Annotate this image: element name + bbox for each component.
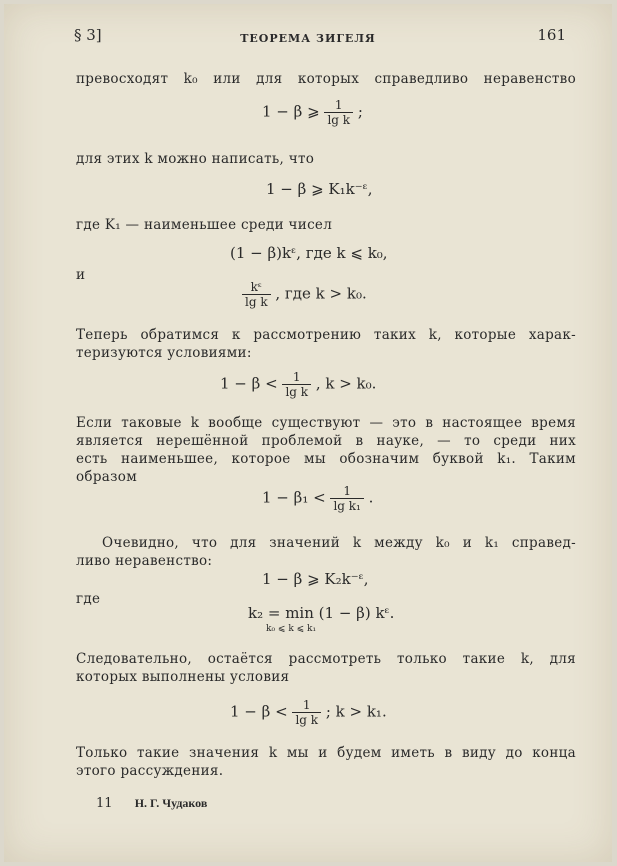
signature-line bbox=[96, 796, 207, 811]
paragraph-4: и bbox=[76, 267, 86, 283]
paragraph-6-line-2: является нерешённой проблемой в науке, — то среди них bbox=[76, 433, 576, 449]
paragraph-7-line-1: Очевидно, что для значений k между k₀ и k₁ справед- bbox=[102, 535, 576, 551]
paragraph-9-line-1: Следовательно, остаётся рассмотреть только такие k, для bbox=[76, 651, 576, 667]
paragraph-8: где bbox=[76, 591, 101, 607]
paragraph-5-line-1: Теперь обратимся к рассмотрению таких k, которые харак- bbox=[76, 327, 576, 343]
paragraph-1: превосходят k₀ или для которых справедливо неравенство bbox=[76, 71, 576, 87]
formula-5: 1 − β < $\frac{1}{\text{lg k}}$ , k > k₀. bbox=[220, 370, 377, 399]
paragraph-10-line-1: Только такие значения k мы и будем иметь в виду до конца bbox=[76, 745, 576, 761]
formula-8: k₂ = min (1 − β) kᵋ. bbox=[248, 604, 395, 622]
paragraph-7-line-2: ливо неравенство: bbox=[76, 553, 213, 569]
running-title: ТЕОРЕМА ЗИГЕЛЯ bbox=[240, 32, 376, 45]
formula-4: $\frac{\text{kᵋ}}{\text{lg k}}$ , где k > k₀. bbox=[242, 280, 367, 309]
paragraph-6-line-1: Если таковые k вообще существуют — это в настоящее время bbox=[76, 415, 576, 431]
formula-1: 1 − β ⩾ $\frac{1}{\text{lg k}}$ ; bbox=[262, 98, 363, 127]
page-number: 161 bbox=[537, 26, 566, 44]
paragraph-3: где K₁ — наименьшее среди чисел bbox=[76, 217, 333, 233]
signature-number: 11 bbox=[96, 796, 113, 811]
author-name: Н. Г. Чудаков bbox=[134, 796, 208, 810]
formula-9: 1 − β < $\frac{1}{\text{lg k}}$ ; k > k₁. bbox=[230, 698, 387, 727]
paragraph-2: для этих k можно написать, что bbox=[76, 151, 315, 167]
paragraph-10-line-2: этого рассуждения. bbox=[76, 763, 224, 779]
paragraph-6-line-3: есть наименьшее, которое мы обозначим буквой k₁. Таким bbox=[76, 451, 576, 467]
formula-2: 1 − β ⩾ K₁k⁻ᵋ, bbox=[266, 180, 373, 198]
paragraph-6-line-4: образом bbox=[76, 469, 138, 485]
section-marker: § 3] bbox=[74, 26, 102, 44]
formula-6: 1 − β₁ < $\frac{1}{\text{lg k₁}}$ . bbox=[262, 484, 374, 513]
formula-3: (1 − β)kᵋ, где k ⩽ k₀, bbox=[230, 244, 388, 262]
paragraph-9-line-2: которых выполнены условия bbox=[76, 669, 290, 685]
paragraph-5-line-2: теризуются условиями: bbox=[76, 345, 252, 361]
formula-7: 1 − β ⩾ K₂k⁻ᵋ, bbox=[262, 570, 369, 588]
book-page bbox=[4, 4, 612, 862]
formula-8-subscript: k₀ ⩽ k ⩽ k₁ bbox=[266, 624, 317, 634]
